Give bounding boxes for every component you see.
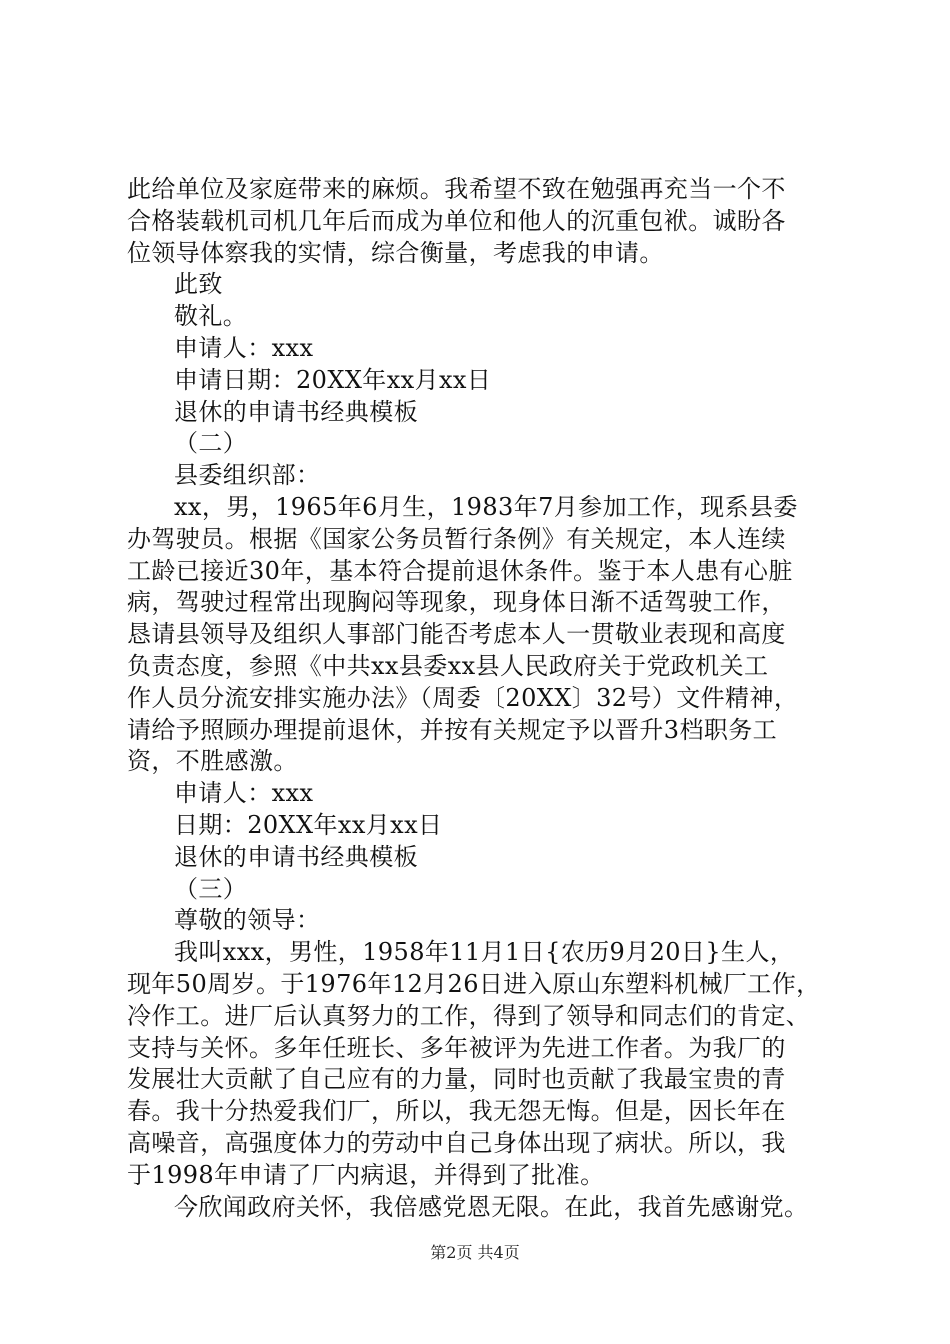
text-line: 敬礼。 bbox=[174, 302, 248, 331]
text-line: 发展壮大贡献了自己应有的力量，同时也贡献了我最宝贵的青 bbox=[127, 1065, 786, 1094]
text-line: 春。我十分热爱我们厂，所以，我无怨无悔。但是，因长年在 bbox=[127, 1097, 786, 1126]
text-line: 合格装载机司机几年后而成为单位和他人的沉重包袱。诚盼各 bbox=[127, 206, 786, 235]
text-line: （三） bbox=[174, 874, 248, 903]
text-line: 恳请县领导及组织人事部门能否考虑本人一贯敬业表现和高度 bbox=[127, 620, 786, 649]
text-line: 于1998年申请了厂内病退，并得到了批准。 bbox=[127, 1160, 605, 1189]
document-body bbox=[127, 174, 857, 1223]
text-line: （二） bbox=[174, 429, 248, 458]
text-line: 申请人：xxx bbox=[174, 333, 314, 362]
text-line: 尊敬的领导： bbox=[174, 906, 321, 935]
text-line: 申请人：xxx bbox=[174, 779, 314, 808]
text-line: 病，驾驶过程常出现胸闷等现象，现身体日渐不适驾驶工作， bbox=[127, 588, 786, 617]
page-footer: 第2页 共4页 bbox=[430, 1243, 520, 1262]
text-line: 日期：20XX年xx月xx日 bbox=[174, 810, 443, 839]
text-line: xx，男，1965年6月生，1983年7月参加工作，现系县委 bbox=[174, 492, 798, 521]
text-line: 作人员分流安排实施办法》（周委〔20XX〕32号）文件精神， bbox=[127, 683, 799, 712]
text-line: 此致 bbox=[174, 270, 223, 299]
text-line: 支持与关怀。多年任班长、多年被评为先进工作者。为我厂的 bbox=[127, 1033, 786, 1062]
text-line: 冷作工。进厂后认真努力的工作，得到了领导和同志们的肯定、 bbox=[127, 1001, 811, 1030]
text-line: 此给单位及家庭带来的麻烦。我希望不致在勉强再充当一个不 bbox=[127, 175, 786, 203]
text-line: 今欣闻政府关怀，我倍感党恩无限。在此，我首先感谢党。 bbox=[174, 1192, 809, 1221]
text-line: 申请日期：20XX年xx月xx日 bbox=[174, 365, 492, 394]
text-line: 现年50周岁。于1976年12月26日进入原山东塑料机械厂工作， bbox=[127, 969, 821, 998]
text-line: 高噪音，高强度体力的劳动中自己身体出现了病状。所以，我 bbox=[127, 1128, 786, 1157]
text-line: 县委组织部： bbox=[174, 461, 321, 490]
text-line: 负责态度，参照《中共xx县委xx县人民政府关于党政机关工 bbox=[127, 651, 769, 680]
text-line: 我叫xxx，男性，1958年11月1日{农历9月20日}生人， bbox=[174, 938, 795, 967]
text-line: 请给予照顾办理提前退休，并按有关规定予以晋升3档职务工 bbox=[127, 715, 778, 744]
text-line: 退休的申请书经典模板 bbox=[174, 842, 418, 871]
text-line: 资，不胜感激。 bbox=[127, 747, 298, 776]
text-line: 位领导体察我的实情，综合衡量，考虑我的申请。 bbox=[127, 238, 664, 267]
text-line: 工龄已接近30年，基本符合提前退休条件。鉴于本人患有心脏 bbox=[127, 556, 793, 585]
text-line: 退休的申请书经典模板 bbox=[174, 397, 418, 426]
text-line: 办驾驶员。根据《国家公务员暂行条例》有关规定，本人连续 bbox=[127, 524, 786, 553]
